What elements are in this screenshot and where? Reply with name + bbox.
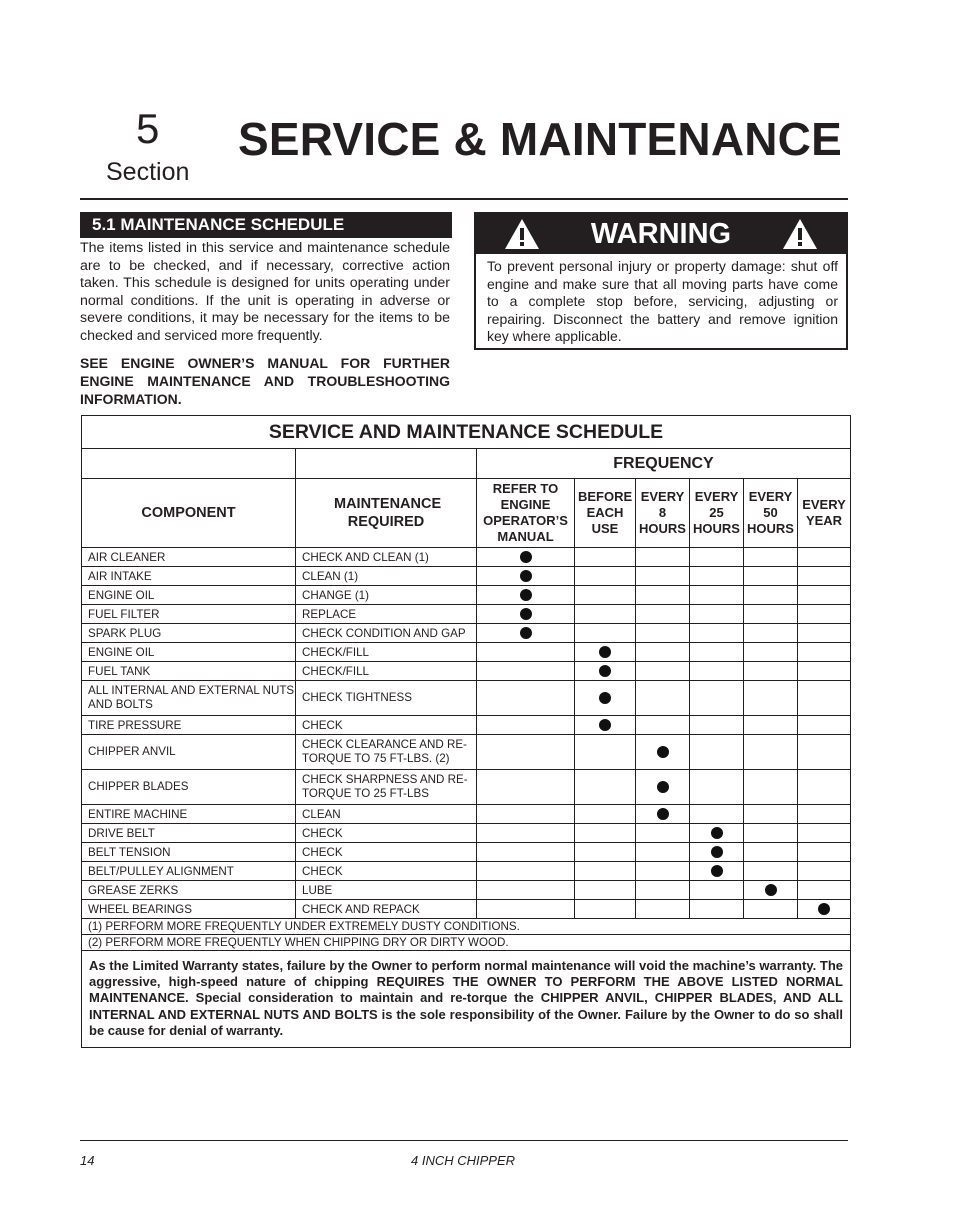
maintenance-text: CHECK — [302, 845, 343, 859]
table-row — [82, 716, 851, 735]
frequency-cell — [575, 548, 636, 567]
frequency-cell — [798, 548, 851, 567]
frequency-cell — [477, 624, 575, 643]
frequency-cell — [744, 881, 798, 900]
frequency-cell — [690, 643, 744, 662]
table-row — [82, 681, 851, 716]
frequency-cell — [744, 643, 798, 662]
component-text: AIR CLEANER — [88, 550, 166, 564]
section-word: Section — [106, 158, 190, 186]
engine-manual-note: SEE ENGINE OWNER’S MANUAL FOR FURTHER ENGINE MAINTENANCE AND TROUBLESHOOTING INFORMATION. — [80, 355, 450, 407]
frequency-cell — [477, 586, 575, 605]
frequency-cell — [575, 805, 636, 824]
frequency-cell — [575, 843, 636, 862]
column-header-frequency: EVERY 8 HOURS — [636, 479, 690, 548]
warning-title: WARNING — [590, 218, 732, 250]
frequency-cell — [690, 824, 744, 843]
frequency-cell — [477, 770, 575, 805]
component-cell — [82, 881, 296, 900]
table-row — [82, 735, 851, 770]
frequency-cell — [636, 681, 690, 716]
footnote: (2) PERFORM MORE FREQUENTLY WHEN CHIPPING DRY OR DIRTY WOOD. — [82, 935, 851, 951]
frequency-cell — [798, 824, 851, 843]
maintenance-cell — [296, 735, 477, 770]
frequency-cell — [798, 770, 851, 805]
maintenance-text: LUBE — [302, 883, 333, 897]
frequency-cell — [636, 805, 690, 824]
maintenance-cell — [296, 567, 477, 586]
frequency-cell — [477, 605, 575, 624]
frequency-cell — [690, 716, 744, 735]
frequency-cell — [798, 881, 851, 900]
frequency-cell — [744, 735, 798, 770]
warning-triangle-icon — [782, 218, 818, 250]
frequency-cell — [744, 900, 798, 919]
table-row — [82, 881, 851, 900]
component-text: CHIPPER BLADES — [88, 780, 189, 793]
frequency-cell — [575, 662, 636, 681]
frequency-cell — [575, 862, 636, 881]
component-cell — [82, 716, 296, 735]
warning-box — [474, 212, 848, 350]
frequency-cell — [636, 586, 690, 605]
table-row — [82, 900, 851, 919]
frequency-cell — [690, 770, 744, 805]
filled-circle-icon — [711, 846, 723, 858]
component-text: BELT/PULLEY ALIGNMENT — [88, 864, 234, 878]
table-row — [82, 862, 851, 881]
component-cell — [82, 770, 296, 805]
frequency-cell — [690, 900, 744, 919]
component-cell — [82, 843, 296, 862]
frequency-cell — [690, 662, 744, 681]
frequency-cell — [636, 624, 690, 643]
maintenance-text: CHECK AND CLEAN (1) — [302, 550, 429, 564]
filled-circle-icon — [520, 551, 532, 563]
maintenance-cell — [296, 681, 477, 716]
frequency-cell — [744, 605, 798, 624]
column-header-frequency: BEFORE EACH USE — [575, 479, 636, 548]
maintenance-text: CHECK SHARPNESS AND RE-TORQUE TO 25 FT-LBS — [302, 773, 468, 800]
column-header-maintenance: MAINTENANCE REQUIRED — [296, 479, 477, 548]
maintenance-text: CHECK TIGHTNESS — [302, 691, 412, 704]
filled-circle-icon — [818, 903, 830, 915]
frequency-cell — [477, 662, 575, 681]
column-header-frequency: EVERY 25 HOURS — [690, 479, 744, 548]
maintenance-cell — [296, 662, 477, 681]
frequency-cell — [798, 716, 851, 735]
maintenance-cell — [296, 624, 477, 643]
component-cell — [82, 824, 296, 843]
component-text: SPARK PLUG — [88, 626, 162, 640]
maintenance-text: CHECK CONDITION AND GAP — [302, 626, 466, 640]
frequency-cell — [636, 770, 690, 805]
maintenance-cell — [296, 548, 477, 567]
frequency-cell — [575, 900, 636, 919]
frequency-header: FREQUENCY — [477, 449, 851, 479]
maintenance-schedule-table — [81, 415, 851, 1048]
filled-circle-icon — [711, 827, 723, 839]
footnote-row — [82, 919, 851, 935]
warranty-row — [82, 951, 851, 1048]
frequency-cell — [744, 770, 798, 805]
frequency-cell — [690, 881, 744, 900]
maintenance-text: CHECK/FILL — [302, 664, 370, 678]
frequency-cell — [636, 605, 690, 624]
frequency-cell — [798, 624, 851, 643]
frequency-cell — [477, 824, 575, 843]
frequency-cell — [744, 805, 798, 824]
frequency-cell — [690, 735, 744, 770]
filled-circle-icon — [657, 781, 669, 793]
frequency-cell — [575, 770, 636, 805]
frequency-cell — [744, 862, 798, 881]
section-number: 5 — [136, 105, 160, 152]
footnote: (1) PERFORM MORE FREQUENTLY UNDER EXTREMELY DUSTY CONDITIONS. — [82, 919, 851, 935]
frequency-cell — [575, 624, 636, 643]
component-text: ALL INTERNAL AND EXTERNAL NUTS AND BOLTS — [88, 684, 295, 711]
column-header-frequency: EVERY 50 HOURS — [744, 479, 798, 548]
table-row — [82, 643, 851, 662]
frequency-cell — [798, 681, 851, 716]
maintenance-text: REPLACE — [302, 607, 357, 621]
frequency-cell — [575, 681, 636, 716]
filled-circle-icon — [711, 865, 723, 877]
component-text: FUEL TANK — [88, 664, 151, 678]
component-text: CHIPPER ANVIL — [88, 745, 176, 758]
filled-circle-icon — [520, 589, 532, 601]
component-cell — [82, 605, 296, 624]
frequency-cell — [744, 716, 798, 735]
maintenance-cell — [296, 805, 477, 824]
frequency-cell — [690, 605, 744, 624]
blank-header-cell — [296, 449, 477, 479]
table-row — [82, 805, 851, 824]
warning-header — [476, 214, 846, 254]
frequency-cell — [636, 881, 690, 900]
component-text: FUEL FILTER — [88, 607, 160, 621]
filled-circle-icon — [520, 570, 532, 582]
component-text: BELT TENSION — [88, 845, 171, 859]
filled-circle-icon — [765, 884, 777, 896]
filled-circle-icon — [599, 665, 611, 677]
table-row — [82, 843, 851, 862]
component-cell — [82, 567, 296, 586]
frequency-cell — [744, 681, 798, 716]
frequency-cell — [798, 662, 851, 681]
frequency-cell — [798, 862, 851, 881]
warning-text: To prevent personal injury or property damage: shut off engine and make sure that all moving parts have come to a complete stop before, servicing, adjusting or repairing. Disconnect the battery and remove ignition key where applicable. — [487, 258, 838, 345]
page-title: SERVICE & MAINTENANCE — [238, 113, 842, 165]
table-row — [82, 548, 851, 567]
warranty-notice: As the Limited Warranty states, failure by the Owner to perform normal maintenance will void the machine’s warranty. The aggressive, high-speed nature of chipping REQUIRES THE OWNER TO PERFORM THE ABOVE LISTED NORMAL MAINTENANCE. Special consideration to maintain and re-torque the CHIPPER ANVIL, CHIPPER BLADES, AND ALL INTERNAL AND EXTERNAL NUTS AND BOLTS is the sole responsibility of the Owner. Failure by the Owner to do so shall be cause for denial of warranty. — [82, 951, 851, 1048]
maintenance-text: CHECK CLEARANCE AND RE-TORQUE TO 75 FT-LBS. (2) — [302, 738, 467, 765]
frequency-cell — [690, 586, 744, 605]
maintenance-text: CHECK/FILL — [302, 645, 370, 659]
footnote-row — [82, 935, 851, 951]
frequency-cell — [798, 567, 851, 586]
table-row — [82, 824, 851, 843]
frequency-cell — [477, 900, 575, 919]
frequency-cell — [477, 567, 575, 586]
maintenance-cell — [296, 770, 477, 805]
frequency-cell — [744, 662, 798, 681]
frequency-cell — [798, 643, 851, 662]
frequency-cell — [690, 681, 744, 716]
column-header-frequency: REFER TO ENGINE OPERATOR’S MANUAL — [477, 479, 575, 548]
frequency-cell — [690, 548, 744, 567]
frequency-cell — [575, 643, 636, 662]
maintenance-text: CLEAN (1) — [302, 569, 359, 583]
frequency-cell — [636, 735, 690, 770]
component-text: DRIVE BELT — [88, 826, 155, 840]
filled-circle-icon — [520, 627, 532, 639]
frequency-cell — [575, 586, 636, 605]
frequency-cell — [575, 881, 636, 900]
frequency-cell — [477, 843, 575, 862]
frequency-cell — [636, 643, 690, 662]
filled-circle-icon — [599, 692, 611, 704]
component-cell — [82, 805, 296, 824]
frequency-cell — [798, 586, 851, 605]
column-header-component: COMPONENT — [82, 479, 296, 548]
page-number: 14 — [80, 1153, 95, 1168]
frequency-cell — [744, 567, 798, 586]
filled-circle-icon — [657, 746, 669, 758]
frequency-cell — [636, 548, 690, 567]
table-row — [82, 662, 851, 681]
frequency-cell — [798, 843, 851, 862]
table-row — [82, 586, 851, 605]
frequency-cell — [575, 605, 636, 624]
table-row — [82, 567, 851, 586]
maintenance-cell — [296, 862, 477, 881]
table-row — [82, 605, 851, 624]
frequency-cell — [636, 843, 690, 862]
component-cell — [82, 586, 296, 605]
section-heading-bar: 5.1 MAINTENANCE SCHEDULE — [80, 212, 452, 238]
frequency-cell — [477, 881, 575, 900]
frequency-cell — [744, 843, 798, 862]
maintenance-cell — [296, 716, 477, 735]
maintenance-text: CHECK AND REPACK — [302, 902, 420, 916]
bottom-divider — [80, 1140, 848, 1141]
component-cell — [82, 643, 296, 662]
column-header-frequency: EVERY YEAR — [798, 479, 851, 548]
frequency-cell — [477, 716, 575, 735]
frequency-cell — [744, 624, 798, 643]
frequency-cell — [636, 824, 690, 843]
frequency-cell — [744, 548, 798, 567]
component-cell — [82, 735, 296, 770]
top-divider — [80, 198, 848, 200]
maintenance-text: CHECK — [302, 718, 343, 732]
maintenance-cell — [296, 643, 477, 662]
component-text: ENGINE OIL — [88, 588, 155, 602]
intro-paragraph: The items listed in this service and maintenance schedule are to be checked, and if necessary, corrective action taken. This schedule is designed for units operating under normal conditions. If the unit is operating in adverse or severe conditions, it may be necessary for the items to be checked and serviced more frequently. — [80, 240, 450, 344]
maintenance-text: CLEAN — [302, 807, 341, 821]
frequency-cell — [744, 586, 798, 605]
maintenance-cell — [296, 881, 477, 900]
frequency-cell — [798, 900, 851, 919]
component-cell — [82, 662, 296, 681]
frequency-cell — [477, 643, 575, 662]
maintenance-cell — [296, 824, 477, 843]
filled-circle-icon — [599, 646, 611, 658]
component-text: ENTIRE MACHINE — [88, 807, 188, 821]
maintenance-text: CHECK — [302, 864, 343, 878]
frequency-cell — [690, 843, 744, 862]
frequency-cell — [690, 862, 744, 881]
component-text: WHEEL BEARINGS — [88, 902, 192, 916]
frequency-cell — [477, 805, 575, 824]
maintenance-cell — [296, 900, 477, 919]
table-row — [82, 770, 851, 805]
filled-circle-icon — [520, 608, 532, 620]
component-text: TIRE PRESSURE — [88, 718, 182, 732]
maintenance-text: CHANGE (1) — [302, 588, 369, 602]
component-cell — [82, 548, 296, 567]
frequency-cell — [477, 548, 575, 567]
component-text: GREASE ZERKS — [88, 883, 179, 897]
component-cell — [82, 900, 296, 919]
component-cell — [82, 624, 296, 643]
blank-header-cell — [82, 449, 296, 479]
maintenance-cell — [296, 586, 477, 605]
component-cell — [82, 681, 296, 716]
frequency-cell — [690, 805, 744, 824]
filled-circle-icon — [657, 808, 669, 820]
document-title: 4 INCH CHIPPER — [411, 1153, 516, 1168]
frequency-cell — [636, 862, 690, 881]
table-row — [82, 624, 851, 643]
frequency-cell — [798, 605, 851, 624]
component-cell — [82, 862, 296, 881]
frequency-cell — [744, 824, 798, 843]
filled-circle-icon — [599, 719, 611, 731]
component-text: AIR INTAKE — [88, 569, 152, 583]
maintenance-cell — [296, 605, 477, 624]
frequency-cell — [575, 567, 636, 586]
frequency-cell — [636, 900, 690, 919]
maintenance-cell — [296, 843, 477, 862]
frequency-cell — [575, 735, 636, 770]
frequency-cell — [477, 862, 575, 881]
table-title: SERVICE AND MAINTENANCE SCHEDULE — [82, 416, 851, 449]
frequency-cell — [477, 681, 575, 716]
frequency-cell — [636, 662, 690, 681]
frequency-cell — [690, 624, 744, 643]
frequency-cell — [636, 716, 690, 735]
frequency-cell — [798, 805, 851, 824]
frequency-cell — [477, 735, 575, 770]
frequency-cell — [636, 567, 690, 586]
frequency-cell — [690, 567, 744, 586]
maintenance-text: CHECK — [302, 826, 343, 840]
frequency-cell — [798, 735, 851, 770]
component-text: ENGINE OIL — [88, 645, 155, 659]
frequency-cell — [575, 716, 636, 735]
frequency-cell — [575, 824, 636, 843]
